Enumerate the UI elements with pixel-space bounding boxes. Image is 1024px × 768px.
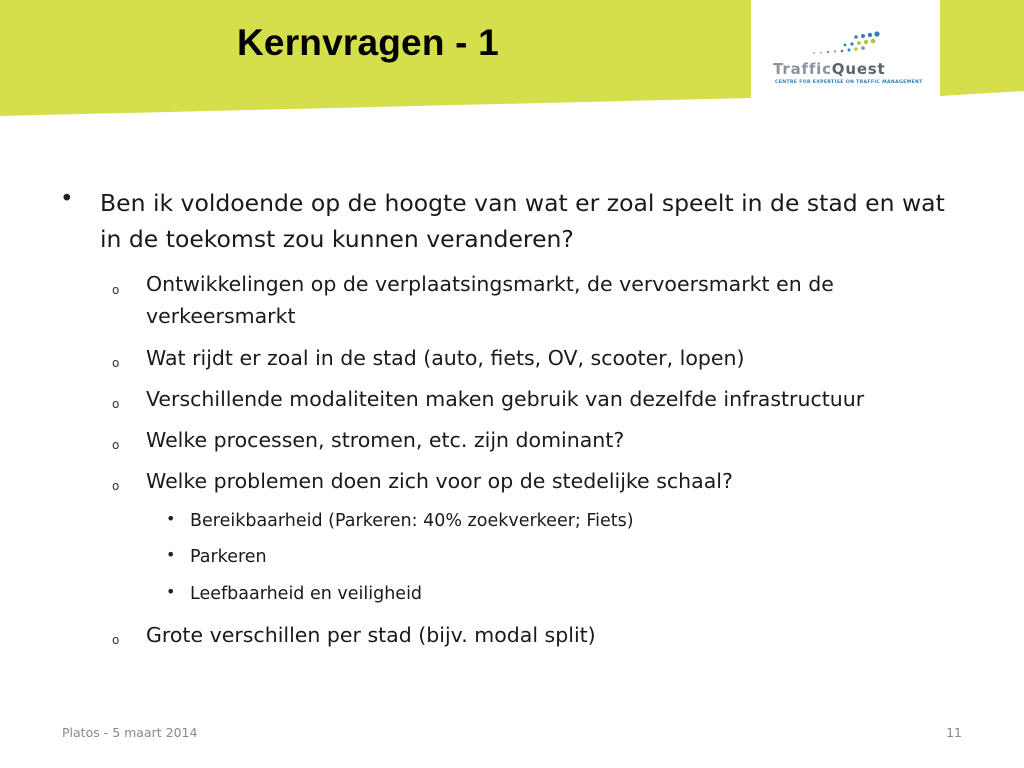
logo-wordmark xyxy=(773,60,886,78)
logo-tagline: CENTRE FOR EXPERTISE ON TRAFFIC MANAGEMENT xyxy=(775,80,923,85)
logo-name-part2: Quest xyxy=(831,60,886,78)
bullet-level2-marker: o xyxy=(112,438,120,452)
bullet-level2-marker: o xyxy=(112,633,120,647)
footer-page-number: 11 xyxy=(946,725,962,740)
third-level-1: Bereikbaarheid (Parkeren: 40% zoekverkeer; Fiets) xyxy=(190,511,634,531)
bullet-level2-marker: o xyxy=(112,479,120,493)
sub-bullet-4: Welke processen, stromen, etc. zijn dominant? xyxy=(146,428,625,452)
third-level-2: Parkeren xyxy=(190,547,267,567)
sub-bullet-6: Grote verschillen per stad (bijv. modal split) xyxy=(146,623,596,647)
sub-bullet-5: Welke problemen doen zich voor op de stedelijke schaal? xyxy=(146,469,733,493)
sub-bullet-1: Ontwikkelingen op de verplaatsingsmarkt, de vervoersmarkt en de verkeersmarkt xyxy=(146,272,834,328)
sub-bullet-2: Wat rijdt er zoal in de stad (auto, fiets, OV, scooter, lopen) xyxy=(146,346,745,370)
trafficquest-logo xyxy=(751,0,940,96)
third-level-3: Leefbaarheid en veiligheid xyxy=(190,584,423,604)
footer-presentation-info: Platos - 5 maart 2014 xyxy=(62,725,198,740)
bullet-level2-marker: o xyxy=(112,397,120,411)
bullet-level3-marker: • xyxy=(166,509,176,528)
bullet-level1-marker: • xyxy=(60,186,74,212)
bullet-level2-marker: o xyxy=(112,283,120,297)
bullet-level2-marker: o xyxy=(112,356,120,370)
bullet-level3-marker: • xyxy=(166,545,176,564)
logo-dots-graphic xyxy=(797,30,897,56)
logo-name-part1: Traffic xyxy=(773,60,832,78)
sub-bullet-3: Verschillende modaliteiten maken gebruik van dezelfde infrastructuur xyxy=(146,387,865,411)
slide-title: Kernvragen - 1 xyxy=(237,22,499,63)
bullet-level3-marker: • xyxy=(166,582,176,601)
main-bullet-text: Ben ik voldoende op de hoogte van wat er zoal speelt in de stad en wat in de toekomst zou kunnen veranderen? xyxy=(100,189,945,253)
